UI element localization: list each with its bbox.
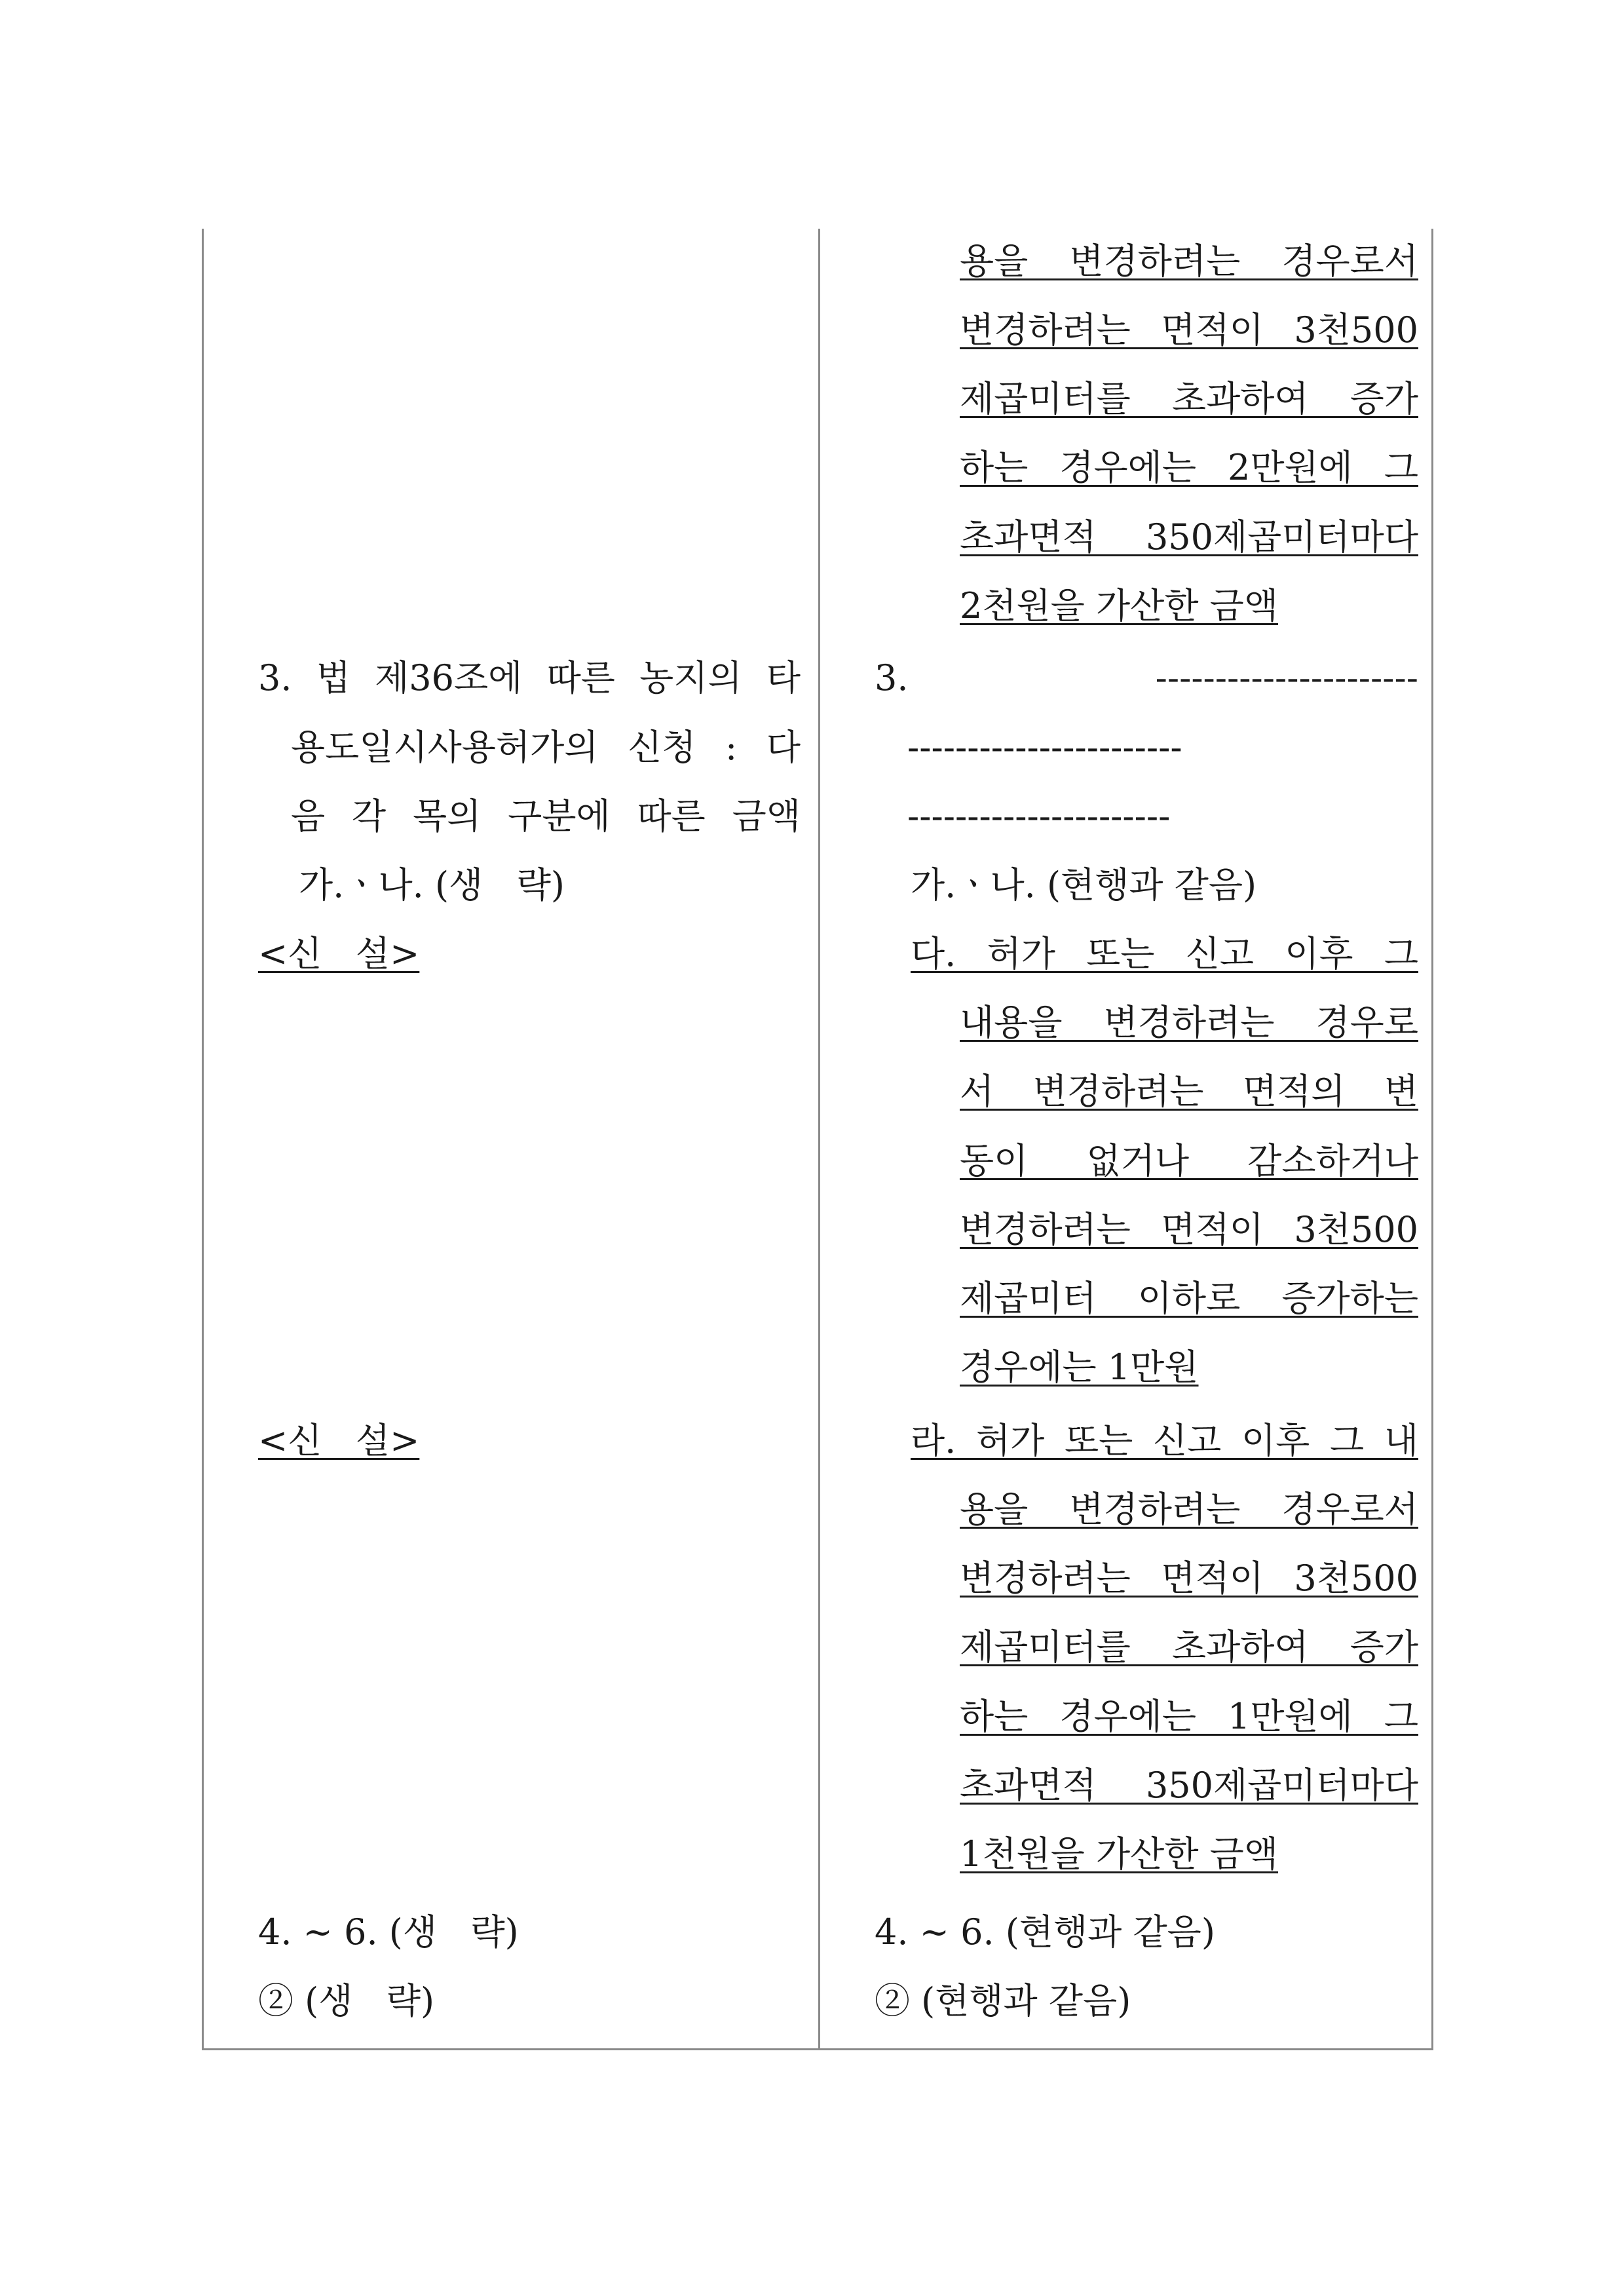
comparison-table: [202, 229, 1433, 2050]
right-item3-line3: ----------------------: [907, 795, 1171, 837]
current-text-column: [204, 229, 818, 2048]
left-para2: ② (생 략): [258, 1980, 435, 2021]
right-item3-da-line2: 내용을 변경하려는 경우로: [960, 1002, 1418, 1043]
right-para2: ② (현행과 같음): [875, 1980, 1131, 2021]
right-item3-da-line5: 변경하려는 면적이 3천500: [960, 1209, 1418, 1250]
right-item3-line1: 3. ----------------------: [875, 657, 1418, 698]
right-item3-da-line4: 동이 없거나 감소하거나: [960, 1140, 1418, 1181]
right-item3-ga-na: 가.ㆍ나. (현행과 같음): [911, 864, 1257, 906]
right-top-cont-line6: 2천원을 가산한 금액: [960, 585, 1278, 626]
right-item3-ra-line4: 제곱미터를 초과하여 증가: [960, 1626, 1418, 1668]
left-new-da-placeholder: <신 설>: [258, 933, 420, 974]
left-item3-ga-na: 가.ㆍ나. (생 략): [299, 864, 565, 906]
right-top-cont-line4: 하는 경우에는 2만원에 그: [960, 447, 1418, 488]
left-item3-line2: 용도일시사용허가의 신청 : 다: [291, 727, 801, 768]
right-item3-ra-line7: 1천원을 가산한 금액: [960, 1833, 1278, 1875]
right-top-cont-line5: 초과면적 350제곱미터마다: [960, 516, 1418, 558]
left-item3-line1: 3. 법 제36조에 따른 농지의 타: [258, 657, 801, 698]
left-item3-line3: 음 각 목의 구분에 따른 금액: [291, 795, 801, 837]
right-items4-6: 4. ∼ 6. (현행과 같음): [875, 1911, 1215, 1953]
right-item3-ra-line5: 하는 경우에는 1만원에 그: [960, 1696, 1418, 1737]
right-item3-da-line6: 제곱미터 이하로 증가하는: [960, 1278, 1418, 1319]
right-item3-da-line3: 서 변경하려는 면적의 변: [960, 1071, 1418, 1112]
amended-text-column: [820, 229, 1433, 2048]
right-item3-da-line7: 경우에는 1만원: [960, 1347, 1199, 1388]
right-item3-da-line1: 다. 허가 또는 신고 이후 그: [911, 933, 1418, 974]
right-item3-ra-line6: 초과면적 350제곱미터마다: [960, 1765, 1418, 1806]
right-top-cont-line3: 제곱미터를 초과하여 증가: [960, 378, 1418, 419]
right-top-cont-line1: 용을 변경하려는 경우로서: [960, 240, 1418, 282]
right-item3-ra-line2: 용을 변경하려는 경우로서: [960, 1489, 1418, 1530]
right-item3-ra-line1: 라. 허가 또는 신고 이후 그 내: [911, 1420, 1418, 1461]
left-new-ra-placeholder: <신 설>: [258, 1420, 420, 1461]
left-items4-6: 4. ∼ 6. (생 략): [258, 1911, 519, 1953]
right-item3-ra-line3: 변경하려는 면적이 3천500: [960, 1558, 1418, 1599]
right-top-cont-line2: 변경하려는 면적이 3천500: [960, 309, 1418, 351]
right-item3-line2: -----------------------: [907, 727, 1182, 768]
